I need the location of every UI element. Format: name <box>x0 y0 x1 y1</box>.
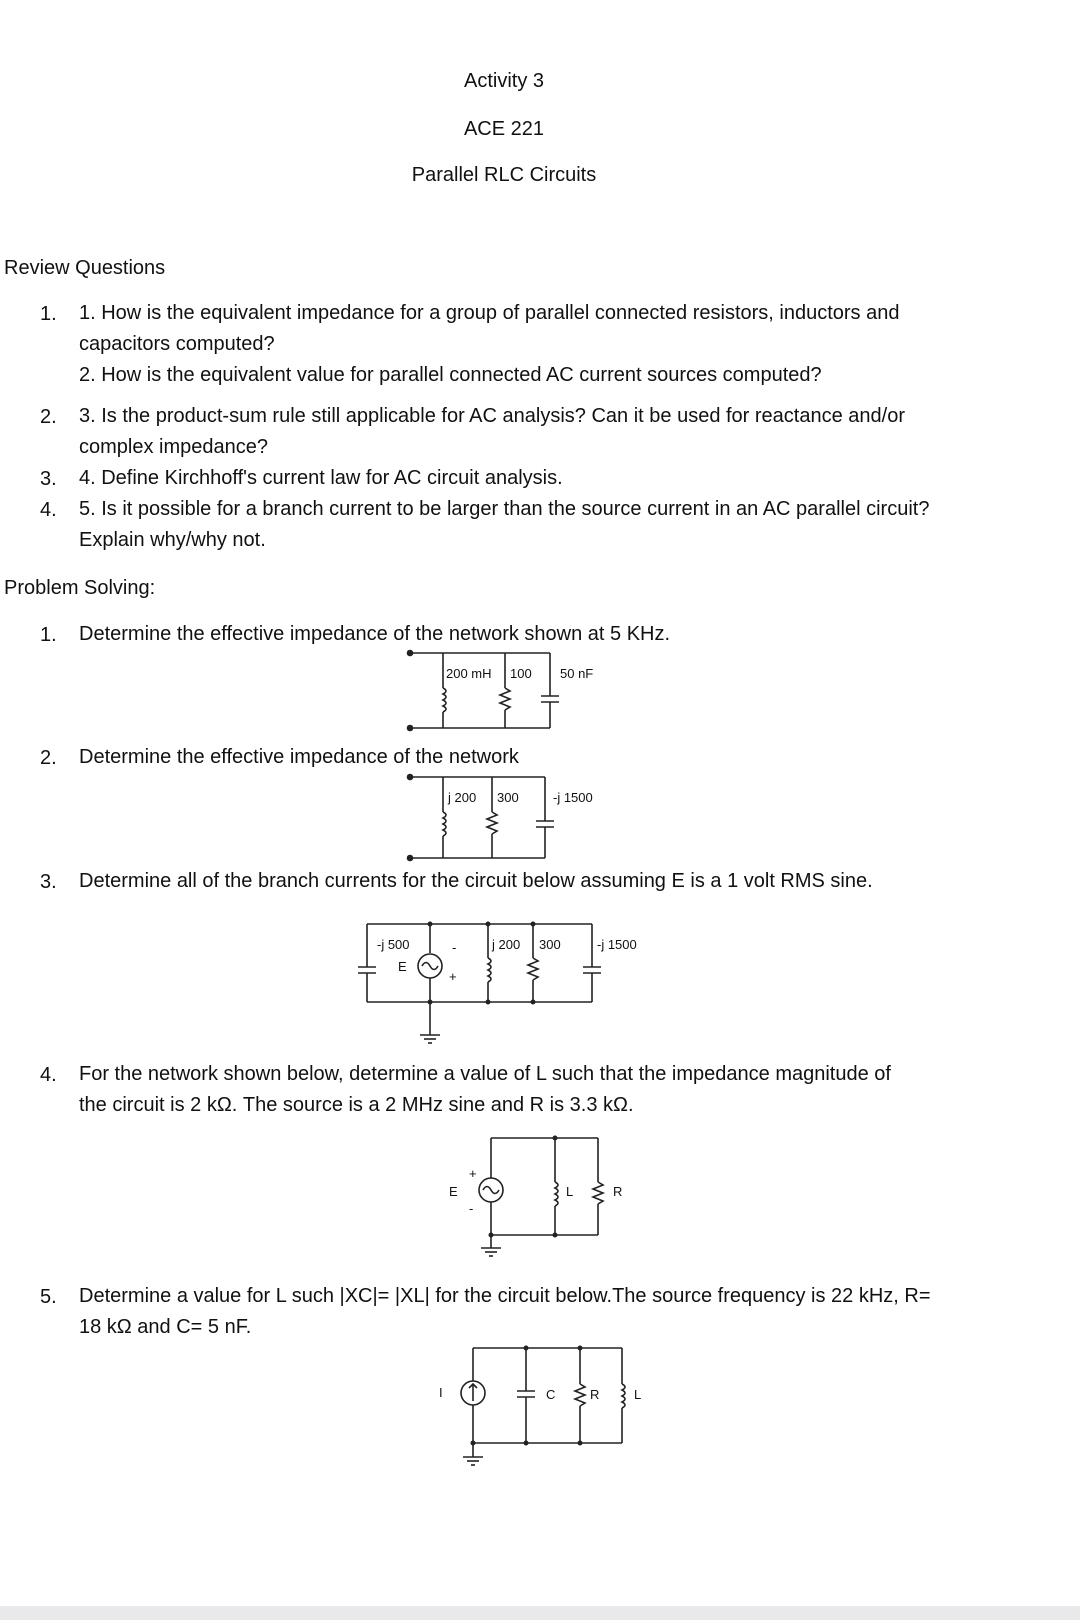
circuit-5-capacitor-label: C <box>546 1387 556 1402</box>
review-item-1: 1. How is the equivalent impedance for a group of parallel connected resistors, inductors and capacitors computed? 2. How is the equivalent value for parallel connected AC current sources computed? <box>79 302 900 386</box>
circuit-4-plus-sign: + <box>469 1166 477 1181</box>
review-number-1: 1. <box>40 303 57 325</box>
circuit-3-capacitor-2-label: -j 1500 <box>597 937 637 952</box>
activity-title: Activity 3 <box>463 70 545 92</box>
circuit-2-resistor-label: 300 <box>497 790 519 805</box>
circuit-5-inductor <box>622 1384 625 1408</box>
circuit-1-resistor <box>500 688 510 710</box>
circuit-4-inductor <box>555 1182 558 1206</box>
circuit-4-resistor <box>593 1182 603 1204</box>
circuit-1-inductor <box>443 688 446 712</box>
circuit-3-plus-sign: + <box>449 969 457 984</box>
circuit-3-ground-icon <box>420 1035 440 1043</box>
circuit-2-capacitor-label: -j 1500 <box>553 790 593 805</box>
circuit-2-inductor <box>443 812 446 836</box>
circuit-2-resistor <box>487 812 497 834</box>
circuit-4-resistor-label: R <box>613 1184 623 1199</box>
topic-title: Parallel RLC Circuits <box>411 164 597 186</box>
course-code: ACE 221 <box>463 118 545 140</box>
circuit-3-resistor <box>528 958 538 980</box>
circuit-5-source-label: I <box>439 1385 443 1400</box>
review-item-3: 4. Define Kirchhoff's current law for AC circuit analysis. <box>79 467 563 489</box>
problem-number-5: 5. <box>40 1286 57 1308</box>
problems-heading: Problem Solving: <box>4 577 156 599</box>
circuit-1-diagram <box>408 651 594 731</box>
circuit-2-diagram <box>408 775 593 861</box>
circuit-3-resistor-label: 300 <box>539 937 561 952</box>
circuit-4-source-label: E <box>449 1184 458 1199</box>
circuit-4-diagram <box>449 1138 622 1256</box>
review-heading: Review Questions <box>4 257 166 279</box>
circuit-5-resistor-label: R <box>590 1387 600 1402</box>
review-number-3: 3. <box>40 468 57 490</box>
circuit-3-minus-sign: - <box>452 940 457 955</box>
circuit-3-diagram <box>358 924 637 1043</box>
circuit-5-ground-icon <box>463 1457 483 1465</box>
circuit-4-inductor-label: L <box>566 1184 574 1199</box>
problem-number-4: 4. <box>40 1064 57 1086</box>
problem-item-4: For the network shown below, determine a value of L such that the impedance magnitude of the circuit is 2 kΩ. The source is a 2 MHz sine and R is 3.3 kΩ. <box>79 1063 891 1116</box>
review-number-4: 4. <box>40 499 57 521</box>
circuit-4-ground-icon <box>481 1248 501 1256</box>
review-item-2: 3. Is the product-sum rule still applicable for AC analysis? Can it be used for reactance and/or complex impedance? <box>79 405 905 458</box>
problem-number-1: 1. <box>40 624 57 646</box>
circuit-2-inductor-label: j 200 <box>448 790 477 805</box>
problem-number-2: 2. <box>40 747 57 769</box>
circuit-4-minus-sign: - <box>469 1201 474 1216</box>
circuit-1-resistor-label: 100 <box>510 666 532 681</box>
circuit-1-capacitor-label: 50 nF <box>560 666 594 681</box>
review-number-2: 2. <box>40 406 57 428</box>
circuit-3-inductor-label: j 200 <box>492 937 521 952</box>
circuit-5-resistor <box>575 1384 585 1406</box>
circuit-1-inductor-label: 200 mH <box>446 666 492 681</box>
problem-item-5: Determine a value for L such |XC|= |XL| for the circuit below.The source frequency is 22 kHz, R= 18 kΩ and C= 5 nF. <box>79 1285 931 1338</box>
problem-item-2: Determine the effective impedance of the network <box>79 746 519 768</box>
problem-number-3: 3. <box>40 871 57 893</box>
circuit-3-inductor <box>488 958 491 982</box>
review-item-4: 5. Is it possible for a branch current to be larger than the source current in an AC parallel circuit? Explain why/why not. <box>79 498 930 551</box>
circuit-3-capacitor-1-label: -j 500 <box>377 937 410 952</box>
circuit-5-inductor-label: L <box>634 1387 642 1402</box>
problem-item-1: Determine the effective impedance of the network shown at 5 KHz. <box>79 623 671 645</box>
problem-item-3: Determine all of the branch currents for the circuit below assuming E is a 1 volt RMS sine. <box>79 870 873 892</box>
bottom-scroll-bar[interactable] <box>0 1606 1080 1620</box>
circuit-3-source-label: E <box>398 959 407 974</box>
circuit-5-diagram <box>439 1348 641 1465</box>
